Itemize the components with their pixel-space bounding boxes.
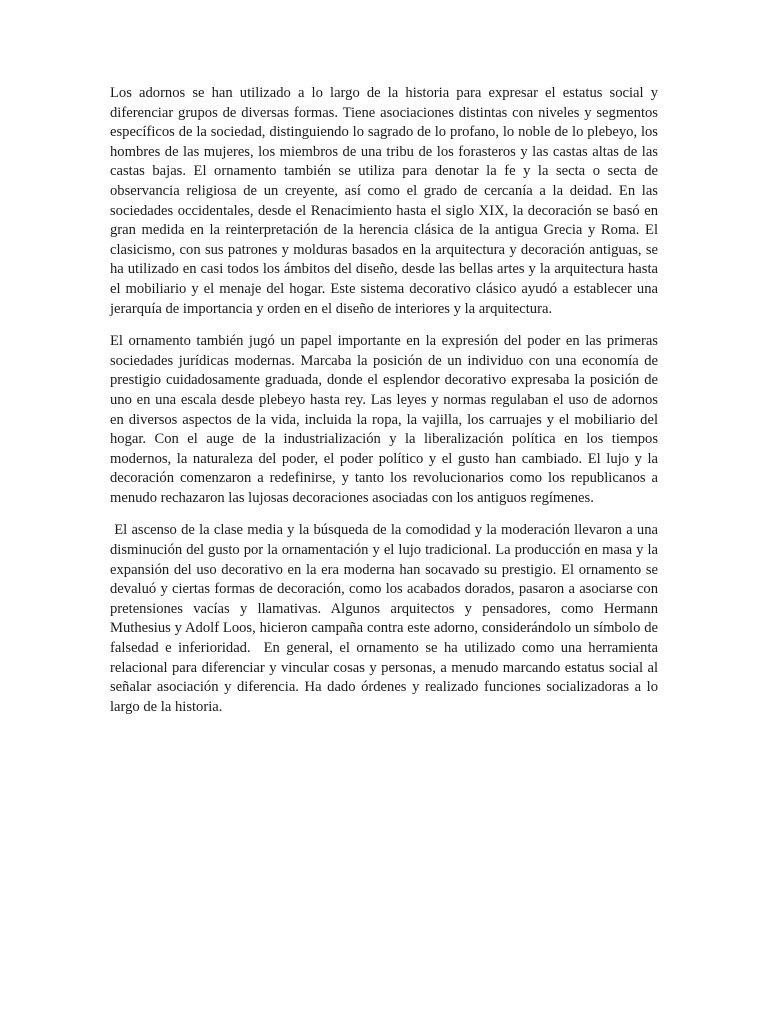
paragraph-2: El ornamento también jugó un papel importante en la expresión del poder en las primeras sociedades jurídicas modernas. Marcaba la posición de un individuo con una economía de prestigio cuidadosamente graduada, donde el esplendor decorativo expresaba la posición de uno en una escala desde plebeyo hasta rey. Las leyes y normas regulaban el uso de adornos en diversos aspectos de la vida, incluida la ropa, la vajilla, los carruajes y el mobiliario del hogar. Con el auge de la industrialización y la liberalización política en los tiempos modernos, la naturaleza del poder, el poder político y el gusto han cambiado. El lujo y la decoración comenzaron a redefinirse, y tanto los revolucionarios como los republicanos a menudo rechazaron las lujosas decoraciones asociadas con los antiguos regímenes. bbox=[110, 333, 658, 506]
paragraph-3: El ascenso de la clase media y la búsqueda de la comodidad y la moderación llevaron a una disminución del gusto por la ornamentación y el lujo tradicional. La producción en masa y la expansión del uso decorativo en la era moderna han socavado su prestigio. El ornamento se devaluó y ciertas formas de decoración, como los acabados dorados, pasaron a asociarse con pretensiones vacías y llamativas. Algunos arquitectos y pensadores, como Hermann Muthesius y Adolf Loos, hicieron campaña contra este adorno, considerándolo un símbolo de falsedad e inferioridad. En general, el ornamento se ha utilizado como una herramienta relacional para diferenciar y vincular cosas y personas, a menudo marcando estatus social al señalar asociación y diferencia. Ha dado órdenes y realizado funciones socializadoras a lo largo de la historia. bbox=[110, 522, 662, 715]
paragraph-1: Los adornos se han utilizado a lo largo de la historia para expresar el estatus social y diferenciar grupos de diversas formas. Tiene asociaciones distintas con niveles y segmentos específicos de la sociedad, distinguiendo lo sagrado de lo profano, lo noble de lo plebeyo, los hombres de las mujeres, los miembros de una tribu de los forasteros y las castas altas de las castas bajas. El ornamento también se utiliza para denotar la fe y la secta o secta de observancia religiosa de un creyente, así como el grado de cercanía a la deidad. En las sociedades occidentales, desde el Renacimiento hasta el siglo XIX, la decoración se basó en gran medida en la reinterpretación de la herencia clásica de la antigua Grecia y Roma. El clasicismo, con sus patrones y molduras basados en la arquitectura y decoración antiguas, se ha utilizado en casi todos los ámbitos del diseño, desde las bellas artes y la arquitectura hasta el mobiliario y el menaje del hogar. Este sistema decorativo clásico ayudó a establecer una jerarquía de importancia y orden en el diseño de interiores y la arquitectura. bbox=[110, 85, 658, 317]
document-body bbox=[110, 84, 662, 730]
